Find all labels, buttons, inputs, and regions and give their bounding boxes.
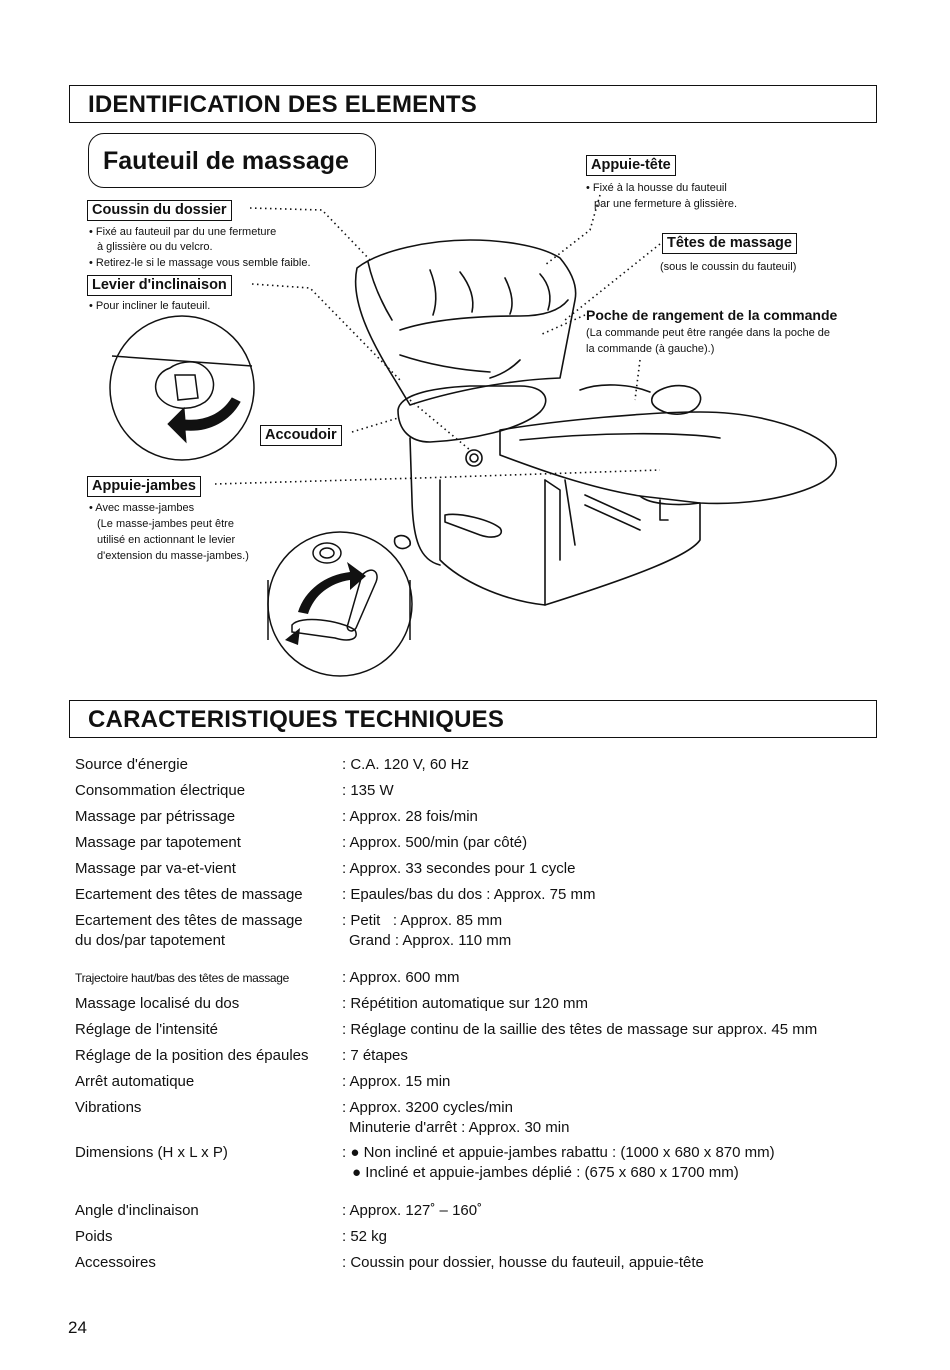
- arrow-icon: [168, 398, 240, 442]
- spec-value: Grand : Approx. 110 mm: [349, 932, 512, 949]
- spec-row: [75, 1143, 875, 1183]
- spec-label: Accessoires: [75, 1254, 156, 1271]
- coussin-note-3: • Retirez-le si le massage vous semble faible.: [89, 257, 311, 269]
- specs-title: CARACTERISTIQUES TECHNIQUES: [88, 706, 505, 733]
- spec-label: Massage par va-et-vient: [75, 860, 236, 877]
- identification-title: IDENTIFICATION DES ELEMENTS: [88, 91, 477, 118]
- spec-label: Massage localisé du dos: [75, 995, 240, 1012]
- spec-label: Poids: [75, 1228, 113, 1245]
- poche-note-2: la commande (à gauche).): [586, 343, 715, 355]
- spec-value: : Réglage continu de la saillie des têtes de massage sur approx. 45 mm: [342, 1021, 818, 1038]
- spec-label: Réglage de la position des épaules: [75, 1047, 309, 1064]
- appuie-tete-note-1: • Fixé à la housse du fauteuil: [586, 182, 727, 194]
- spec-value: : Approx. 28 fois/min: [342, 808, 478, 825]
- coussin-label: Coussin du dossier: [87, 200, 232, 221]
- spec-value: : Epaules/bas du dos : Approx. 75 mm: [342, 886, 596, 903]
- appuie-jambes-label: Appuie-jambes: [87, 476, 201, 497]
- spec-value: : Approx. 3200 cycles/min: [342, 1099, 513, 1116]
- spec-label: Arrêt automatique: [75, 1073, 195, 1090]
- legrest-lever-detail-circle: [268, 532, 412, 676]
- appuie-jambes-note-2: (Le masse-jambes peut être: [97, 518, 234, 530]
- tetes-massage-label: Têtes de massage: [662, 233, 797, 254]
- spec-row: [75, 1098, 875, 1138]
- spec-label: Consommation électrique: [75, 782, 246, 799]
- spec-value: : 135 W: [342, 782, 394, 799]
- spec-value: : Approx. 600 mm: [342, 969, 460, 986]
- appuie-tete-label: Appuie-tête: [586, 155, 676, 176]
- page-number: 24: [68, 1318, 87, 1337]
- spec-label: Ecartement des têtes de massage: [75, 912, 303, 929]
- levier-label: Levier d'inclinaison: [87, 275, 232, 296]
- spec-value: : ● Non incliné et appuie-jambes rabattu : (1000 x 680 x 870 mm): [342, 1144, 775, 1161]
- spec-label: Vibrations: [75, 1099, 142, 1116]
- accoudoir-label: Accoudoir: [260, 425, 342, 446]
- spec-value: : 52 kg: [342, 1228, 388, 1245]
- spec-label: du dos/par tapotement: [75, 932, 226, 949]
- chair-legrest: [500, 412, 836, 503]
- appuie-jambes-note-3: utilisé en actionnant le levier: [97, 534, 236, 546]
- spec-label: Massage par pétrissage: [75, 808, 236, 825]
- spec-value: : Approx. 500/min (par côté): [342, 834, 528, 851]
- spec-label: Angle d'inclinaison: [75, 1202, 199, 1219]
- poche-note-1: (La commande peut être rangée dans la poche de: [586, 327, 830, 339]
- chair-subtitle: Fauteuil de massage: [103, 147, 349, 175]
- spec-value: : C.A. 120 V, 60 Hz: [342, 756, 470, 773]
- spec-label: Massage par tapotement: [75, 834, 241, 851]
- chair-backrest: [356, 240, 576, 405]
- spec-value: : 7 étapes: [342, 1047, 408, 1064]
- spec-value: : Petit : Approx. 85 mm: [342, 912, 503, 929]
- spec-value: ● Incliné et appuie-jambes déplié : (675 x 680 x 1700 mm): [352, 1164, 739, 1181]
- poche-label: Poche de rangement de la commande: [586, 307, 838, 323]
- spec-value: : Répétition automatique sur 120 mm: [342, 995, 588, 1012]
- curved-arrow-icon: [298, 562, 366, 614]
- spec-label: Réglage de l'intensité: [75, 1021, 218, 1038]
- spec-label: Ecartement des têtes de massage: [75, 886, 303, 903]
- spec-label: Source d'énergie: [75, 756, 188, 773]
- appuie-tete-note-2: par une fermeture à glissière.: [594, 198, 738, 210]
- spec-value: : Approx. 33 secondes pour 1 cycle: [342, 860, 576, 877]
- spec-value: : Coussin pour dossier, housse du fauteuil, appuie-tête: [342, 1254, 704, 1271]
- chair-armrest: [398, 386, 546, 442]
- levier-note: • Pour incliner le fauteuil.: [89, 300, 211, 312]
- chair-base: [440, 480, 545, 605]
- spec-value: Minuterie d'arrêt : Approx. 30 min: [349, 1119, 570, 1136]
- spec-value: : Approx. 15 min: [342, 1073, 451, 1090]
- spec-label: Trajectoire haut/bas des têtes de massage: [75, 971, 290, 985]
- tetes-massage-note: (sous le coussin du fauteuil): [660, 261, 797, 273]
- coussin-note-2: à glissière ou du velcro.: [97, 241, 213, 253]
- spec-row: [75, 911, 875, 951]
- spec-label: Dimensions (H x L x P): [75, 1144, 228, 1161]
- appuie-jambes-note-1: • Avec masse-jambes: [89, 502, 195, 514]
- coussin-note-1: • Fixé au fauteuil par du une fermeture: [89, 226, 277, 238]
- spec-value: : Approx. 127˚ – 160˚: [342, 1202, 483, 1219]
- appuie-jambes-note-4: d'extension du masse-jambes.): [97, 550, 249, 562]
